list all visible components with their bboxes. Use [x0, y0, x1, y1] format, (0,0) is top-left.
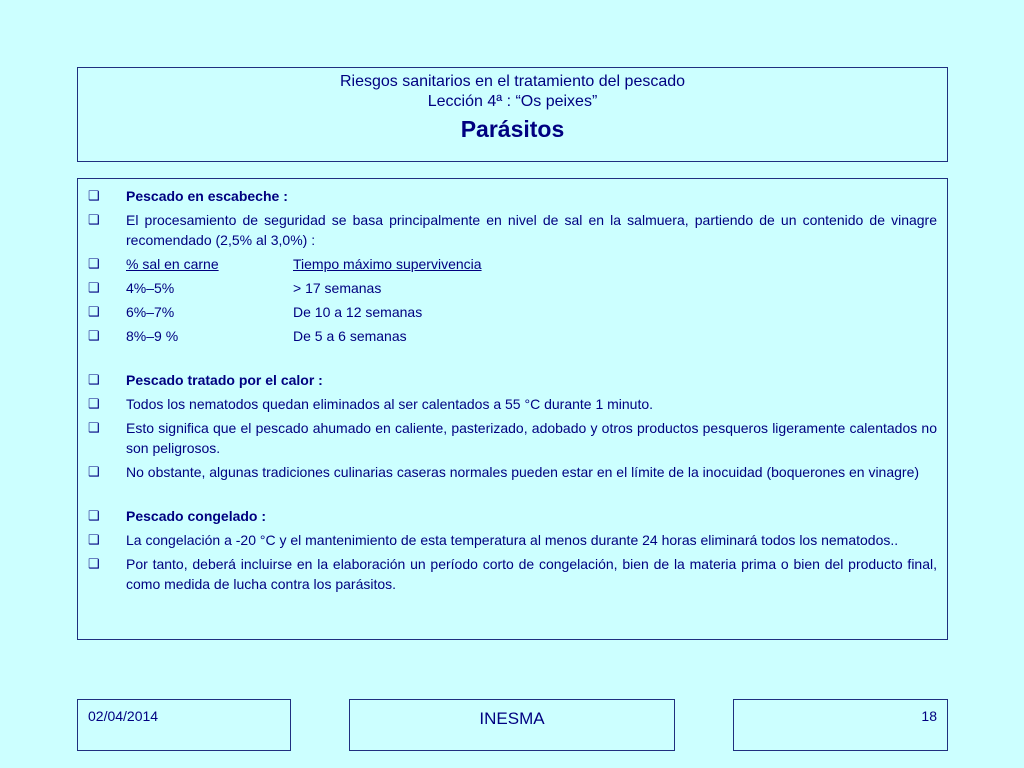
column-header-salt: % sal en carne: [126, 256, 219, 272]
checkbox-bullet-icon: ❑: [88, 280, 100, 295]
paragraph: Por tanto, deberá incluirse en la elaboración un período corto de congelación, bien de la materia prima o bien del producto final, como medida de lucha contra los parásitos.: [126, 556, 937, 592]
checkbox-bullet-icon: ❑: [88, 396, 100, 411]
header-lesson: Lección 4ª : “Os peixes”: [427, 93, 598, 110]
paragraph: Esto significa que el pescado ahumado en caliente, pasterizado, adobado y otros productos pesqueros ligeramente calentados no son peligrosos.: [126, 420, 937, 456]
list-item: [88, 394, 937, 414]
column-header-time: Tiempo máximo supervivencia: [293, 256, 482, 272]
list-item: [88, 530, 937, 550]
cell-time: De 5 a 6 semanas: [293, 328, 407, 344]
cell-salt: 8%–9 %: [126, 328, 179, 344]
paragraph: Todos los nematodos quedan eliminados al ser calentados a 55 °C durante 1 minuto.: [126, 396, 654, 412]
checkbox-bullet-icon: ❑: [88, 532, 100, 547]
spacer: [88, 486, 937, 506]
list-item: [88, 210, 937, 250]
checkbox-bullet-icon: ❑: [88, 372, 100, 387]
list-item: [88, 186, 937, 206]
checkbox-bullet-icon: ❑: [88, 464, 100, 479]
cell-salt: 6%–7%: [126, 304, 175, 320]
checkbox-bullet-icon: ❑: [88, 556, 100, 571]
slide-title: Parásitos: [460, 116, 565, 142]
checkbox-bullet-icon: ❑: [88, 328, 100, 343]
paragraph: El procesamiento de seguridad se basa principalmente en nivel de sal en la salmuera, partiendo de un contenido de vinagre recomendado (2,5% al 3,0%) :: [126, 212, 937, 248]
section-heading: Pescado en escabeche :: [126, 188, 288, 204]
slide-content: [77, 178, 948, 640]
checkbox-bullet-icon: ❑: [88, 256, 100, 271]
list-item: [88, 506, 937, 526]
list-item: [88, 554, 937, 594]
footer-page-number: 18: [733, 699, 948, 751]
footer-date: 02/04/2014: [77, 699, 291, 751]
cell-time: > 17 semanas: [293, 280, 382, 296]
checkbox-bullet-icon: ❑: [88, 212, 100, 227]
cell-time: De 10 a 12 semanas: [293, 304, 423, 320]
table-row: [88, 302, 937, 322]
footer-organization: INESMA: [349, 699, 675, 751]
paragraph: No obstante, algunas tradiciones culinarias caseras normales pueden estar en el límite de la inocuidad (boquerones en vinagre): [126, 464, 920, 480]
list-item: [88, 370, 937, 390]
checkbox-bullet-icon: ❑: [88, 188, 100, 203]
cell-salt: 4%–5%: [126, 280, 175, 296]
section-heading: Pescado tratado por el calor :: [126, 372, 323, 388]
paragraph: La congelación a -20 °C y el mantenimiento de esta temperatura al menos durante 24 horas eliminará todos los nematodos..: [126, 532, 899, 548]
spacer: [88, 350, 937, 370]
slide-header: [77, 67, 948, 162]
list-item: [88, 418, 937, 458]
header-course: Riesgos sanitarios en el tratamiento del pescado: [339, 73, 686, 90]
checkbox-bullet-icon: ❑: [88, 508, 100, 523]
section-heading: Pescado congelado :: [126, 508, 267, 524]
list-item: [88, 462, 937, 482]
checkbox-bullet-icon: ❑: [88, 304, 100, 319]
checkbox-bullet-icon: ❑: [88, 420, 100, 435]
table-row: [88, 278, 937, 298]
table-header-row: [88, 254, 937, 274]
table-row: [88, 326, 937, 346]
